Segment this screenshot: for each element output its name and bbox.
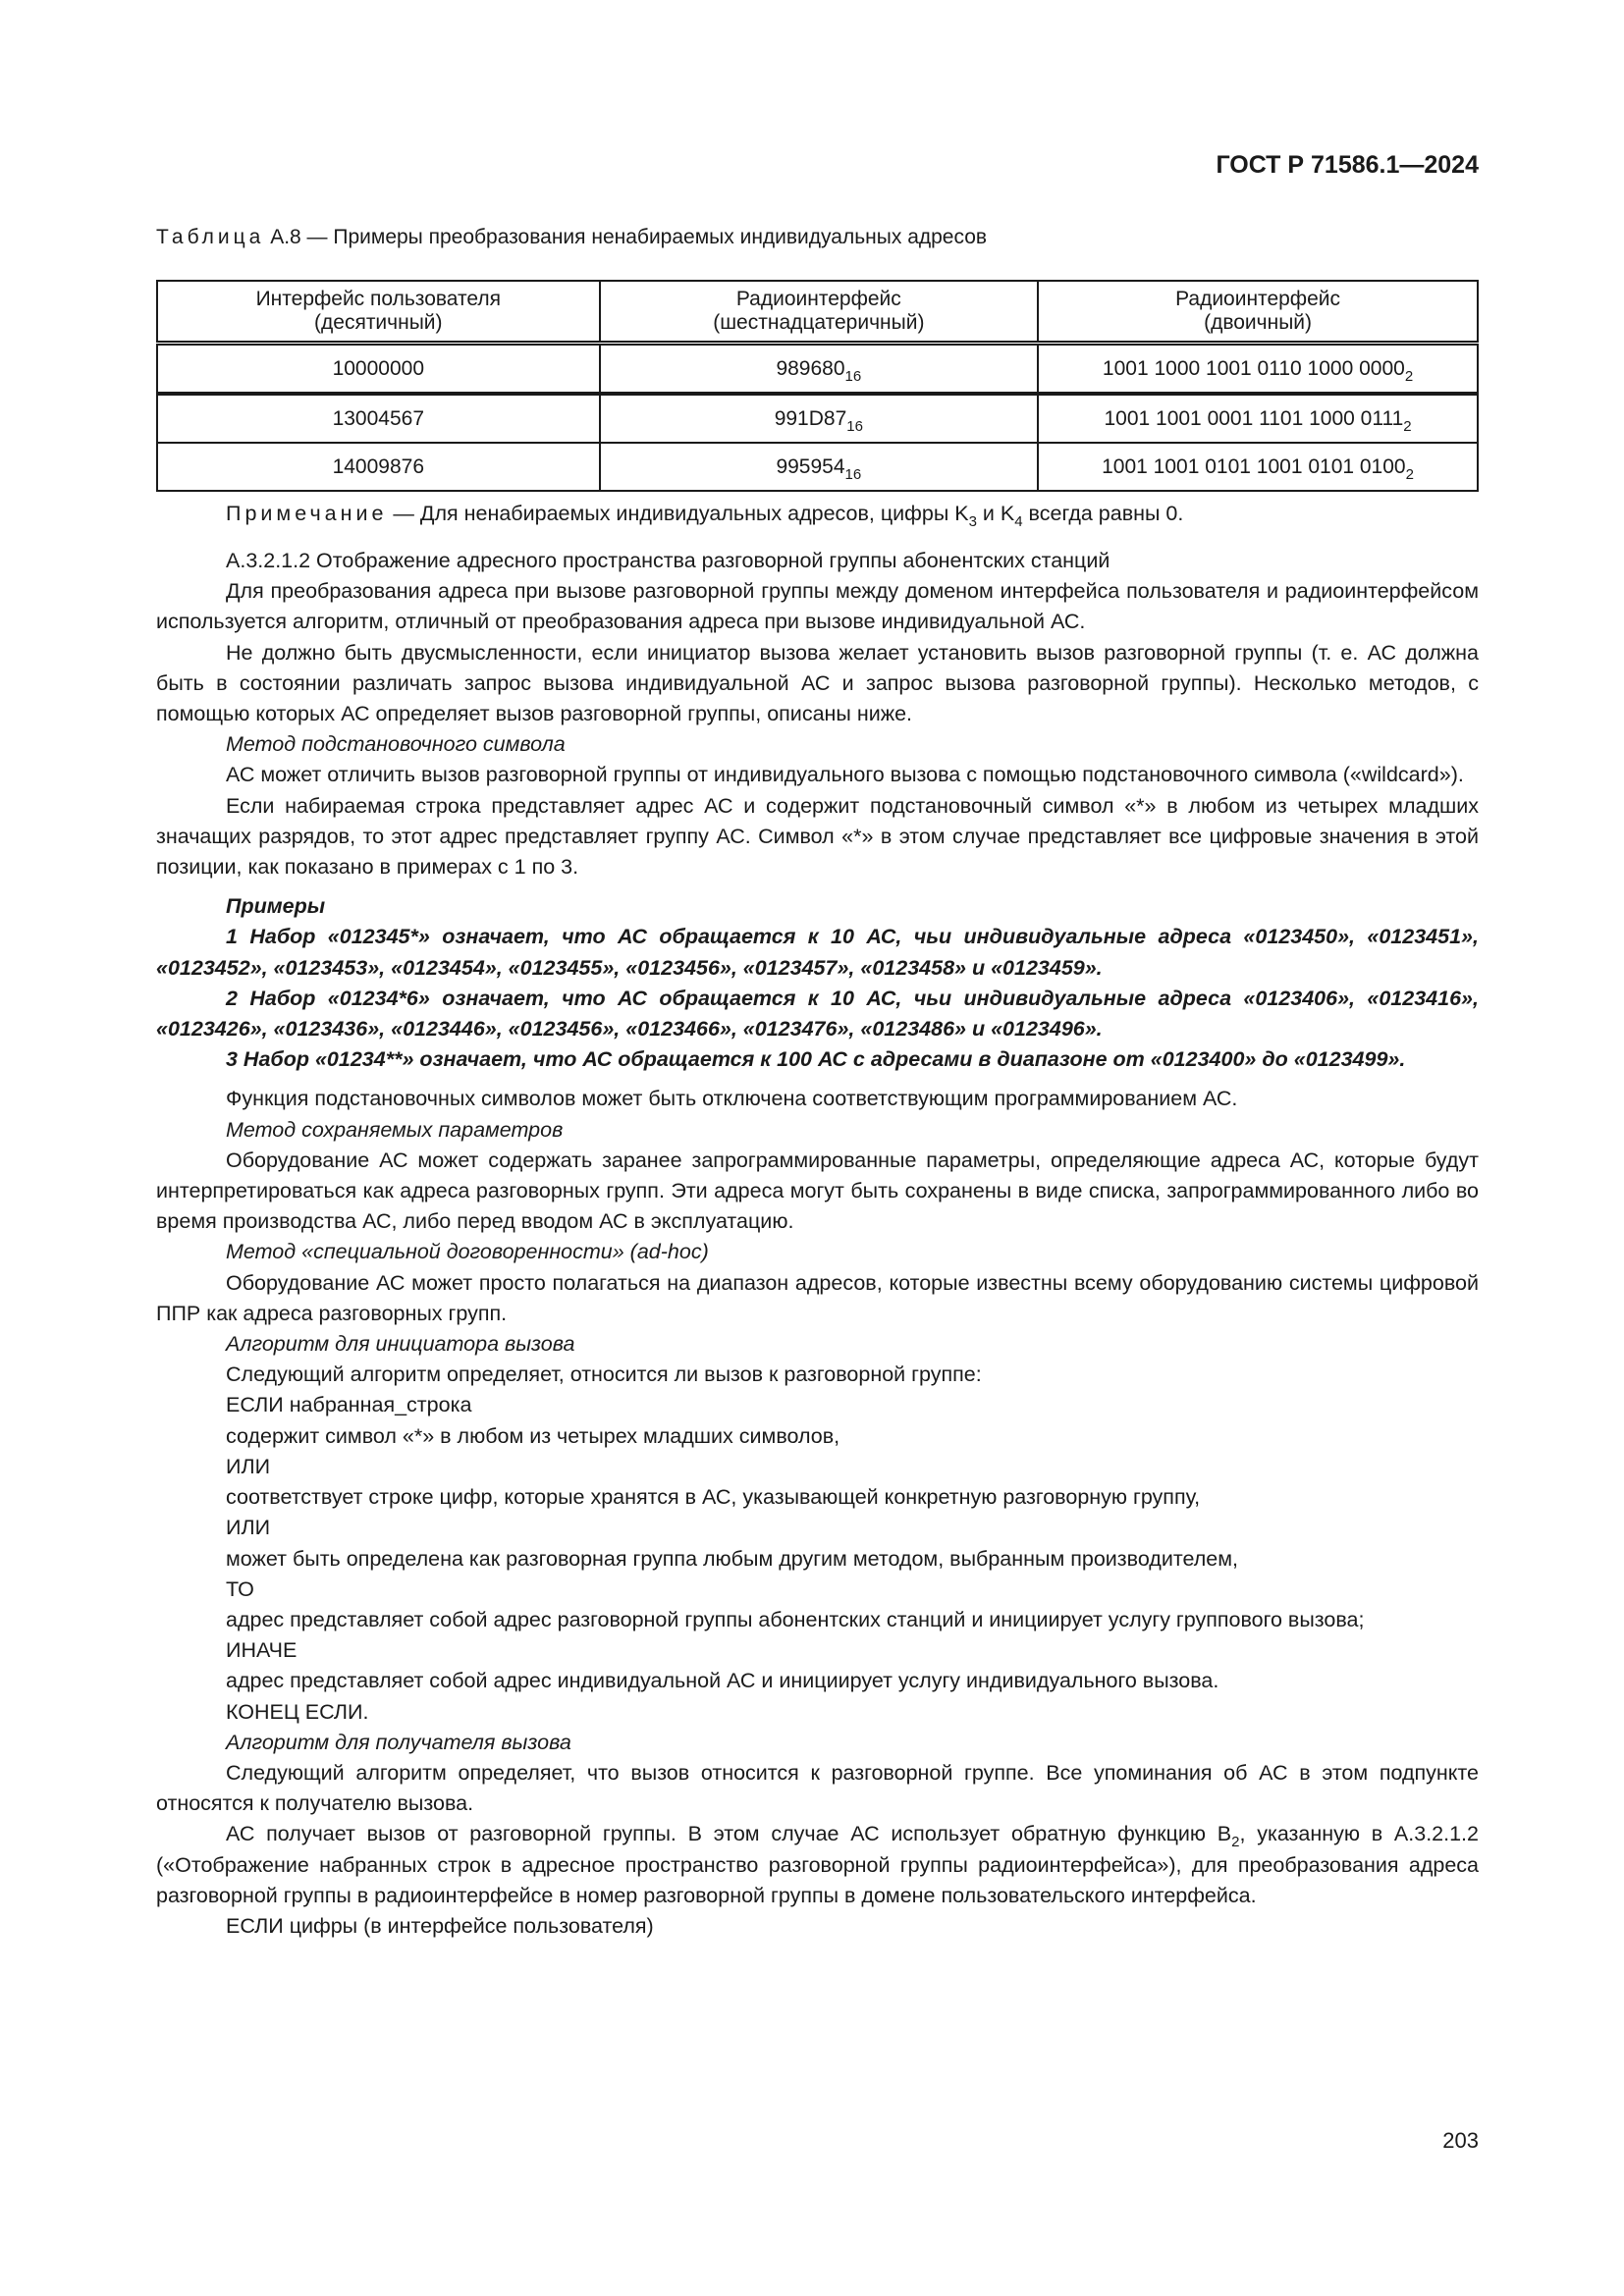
paragraph-text: АС получает вызов от разговорной группы. В этом случае АС использует обратную функцию B [226,1822,1232,1846]
example: 1 Набор «012345*» означает, что АС обращается к 10 АС, чьи индивидуальные адреса «0123450», «0123451», «0123452», «0123453», «0123454», «0123455», «0123456», «0123457», «0123458» и «0123459». [156,925,1479,980]
paragraph: Оборудование АС может просто полагаться на диапазон адресов, которые известны всему оборудованию системы цифровой ППР как адреса разговорных групп. [156,1270,1479,1325]
algorithm-line: адрес представляет собой адрес разговорной группы абонентских станций и инициирует услугу группового вызова; [226,1607,1365,1631]
binary-value: 1001 1001 0001 1101 1000 0111 [1104,406,1404,430]
table-caption [156,226,987,249]
base-subscript: 2 [1405,465,1414,483]
column-header-line: Интерфейс пользователя [255,288,501,310]
algorithm-line: ИЛИ [226,1516,271,1540]
subscript: 4 [1014,513,1023,530]
paragraph: Для преобразования адреса при вызове разговорной группы между доменом интерфейса пользователя и радиоинтерфейсом используется алгоритм, отличный от преобразования адреса при вызове индивидуальной АС. [156,579,1479,634]
hex-value: 991D87 [774,406,847,430]
hex-cell [600,394,1039,443]
hex-cell [600,443,1039,491]
binary-cell [1038,344,1478,395]
paragraph: Не должно быть двусмысленности, если инициатор вызова желает установить вызов разговорной группы (т. е. АС должна быть в состоянии различать запрос вызова индивидуальной АС и запрос вызова разговорной группы). Несколько методов, с помощью которых АС определяет вызов разговорной группы, описаны ниже. [156,640,1479,726]
table-row [157,344,1478,395]
subheading: Метод подстановочного символа [226,732,566,757]
algorithm-line: КОНЕЦ ЕСЛИ. [226,1699,369,1724]
subheading: Алгоритм для получателя вызова [226,1730,571,1754]
table-note [226,502,1184,530]
binary-value: 1001 1001 0101 1001 0101 0100 [1102,454,1406,478]
examples-title: Примеры [226,894,326,919]
algorithm-line: соответствует строке цифр, которые хранятся в АС, указывающей конкретную разговорную группу, [226,1485,1201,1510]
column-header-line: (десятичный) [314,311,443,334]
base-subscript: 16 [844,465,862,483]
paragraph: Функция подстановочных символов может быть отключена соответствующим программированием АС. [226,1087,1238,1111]
subscript: 3 [968,513,977,530]
note-text: всегда равны 0. [1022,502,1184,525]
paragraph: Следующий алгоритм определяет, относится ли вызов к разговорной группе: [226,1362,982,1387]
example: 3 Набор «01234**» означает, что АС обращается к 100 АС с адресами в диапазоне от «0123400» до «0123499». [226,1047,1406,1072]
algorithm-line: ЕСЛИ набранная_строка [226,1393,472,1417]
address-conversion-table [156,280,1479,492]
table-header-row [157,281,1478,344]
base-subscript: 16 [846,417,863,435]
algorithm-line: содержит символ «*» в любом из четырех младших символов, [226,1423,840,1448]
table-row [157,394,1478,443]
algorithm-line: может быть определена как разговорная группа любым другим методом, выбранным производителем, [226,1546,1238,1571]
decimal-cell: 14009876 [157,443,600,491]
base-subscript: 16 [844,367,862,385]
table-row [157,443,1478,491]
section-heading: А.3.2.1.2 Отображение адресного пространства разговорной группы абонентских станций [226,549,1110,572]
decimal-cell: 13004567 [157,394,600,443]
paragraph: Следующий алгоритм определяет, что вызов относится к разговорной группе. Все упоминания об АС в этом подпункте относятся к получателю вызова. [156,1760,1479,1816]
column-header-line: (двоичный) [1204,311,1313,334]
column-header-line: (шестнадцатеричный) [713,311,925,334]
page-number: 203 [1442,2128,1479,2153]
binary-cell [1038,394,1478,443]
column-header-line: Радиоинтерфейс [1175,288,1340,310]
caption-label: Таблица [156,226,265,248]
paragraph: Оборудование АС может содержать заранее запрограммированные параметры, определяющие адреса АС, которые будут интерпретироваться как адреса разговорных групп. Эти адреса могут быть сохранены в виде списка, запрограммированного либо во время производства АС, либо перед вводом АС в эксплуатацию. [156,1148,1479,1234]
hex-cell [600,344,1039,395]
note-text: и K [976,502,1015,525]
document-id: ГОСТ Р 71586.1—2024 [1216,151,1479,179]
binary-value: 1001 1000 1001 0110 1000 0000 [1102,356,1405,380]
paragraph-text: , указанную в А.3.2.1.2 («Отображение набранных строк в адресное пространство разговорной группы радиоинтерфейса»), для преобразования адреса разговорной группы в радиоинтерфейсе в номер разговорной группы в домене пользовательского интерфейса. [156,1822,1479,1907]
base-subscript: 2 [1404,367,1414,385]
subscript: 2 [1231,1834,1240,1851]
column-header [157,281,600,344]
subheading: Алгоритм для инициатора вызова [226,1332,575,1357]
algorithm-line: адрес представляет собой адрес индивидуальной АС и инициирует услугу индивидуального вызова. [226,1669,1219,1693]
hex-value: 989680 [776,356,845,380]
note-label: Примечание [226,502,388,525]
body-text [156,546,1479,1942]
example: 2 Набор «01234*6» означает, что АС обращается к 10 АС, чьи индивидуальные адреса «0123406», «0123416», «0123426», «0123436», «0123446», «0123456», «0123466», «0123476», «0123486» и «0123496». [156,986,1479,1041]
subheading: Метод сохраняемых параметров [226,1117,564,1142]
paragraph [156,1819,1479,1911]
binary-cell [1038,443,1478,491]
column-header [1038,281,1478,344]
caption-text: А.8 — Примеры преобразования ненабираемых индивидуальных адресов [270,226,988,248]
base-subscript: 2 [1403,417,1412,435]
paragraph: Если набираемая строка представляет адрес АС и содержит подстановочный символ «*» в любом из четырех младших значащих разрядов, то этот адрес представляет группу АС. Символ «*» в этом случае представляет все цифровые значения в этой позиции, как показано в примерах с 1 по 3. [156,793,1479,880]
hex-value: 995954 [776,454,845,478]
algorithm-line: ИНАЧЕ [226,1638,298,1663]
subheading: Метод «специальной договоренности» (ad-hoc) [226,1240,709,1264]
decimal-cell: 10000000 [157,344,600,395]
column-header-line: Радиоинтерфейс [735,288,901,310]
algorithm-line: ТО [226,1576,254,1601]
column-header [600,281,1039,344]
algorithm-line: ЕСЛИ цифры (в интерфейсе пользователя) [226,1913,654,1938]
paragraph: АС может отличить вызов разговорной группы от индивидуального вызова с помощью подстановочного символа («wildcard»). [226,763,1464,787]
algorithm-line: ИЛИ [226,1454,271,1478]
note-text: — Для ненабираемых индивидуальных адресов, цифры K [387,502,969,525]
